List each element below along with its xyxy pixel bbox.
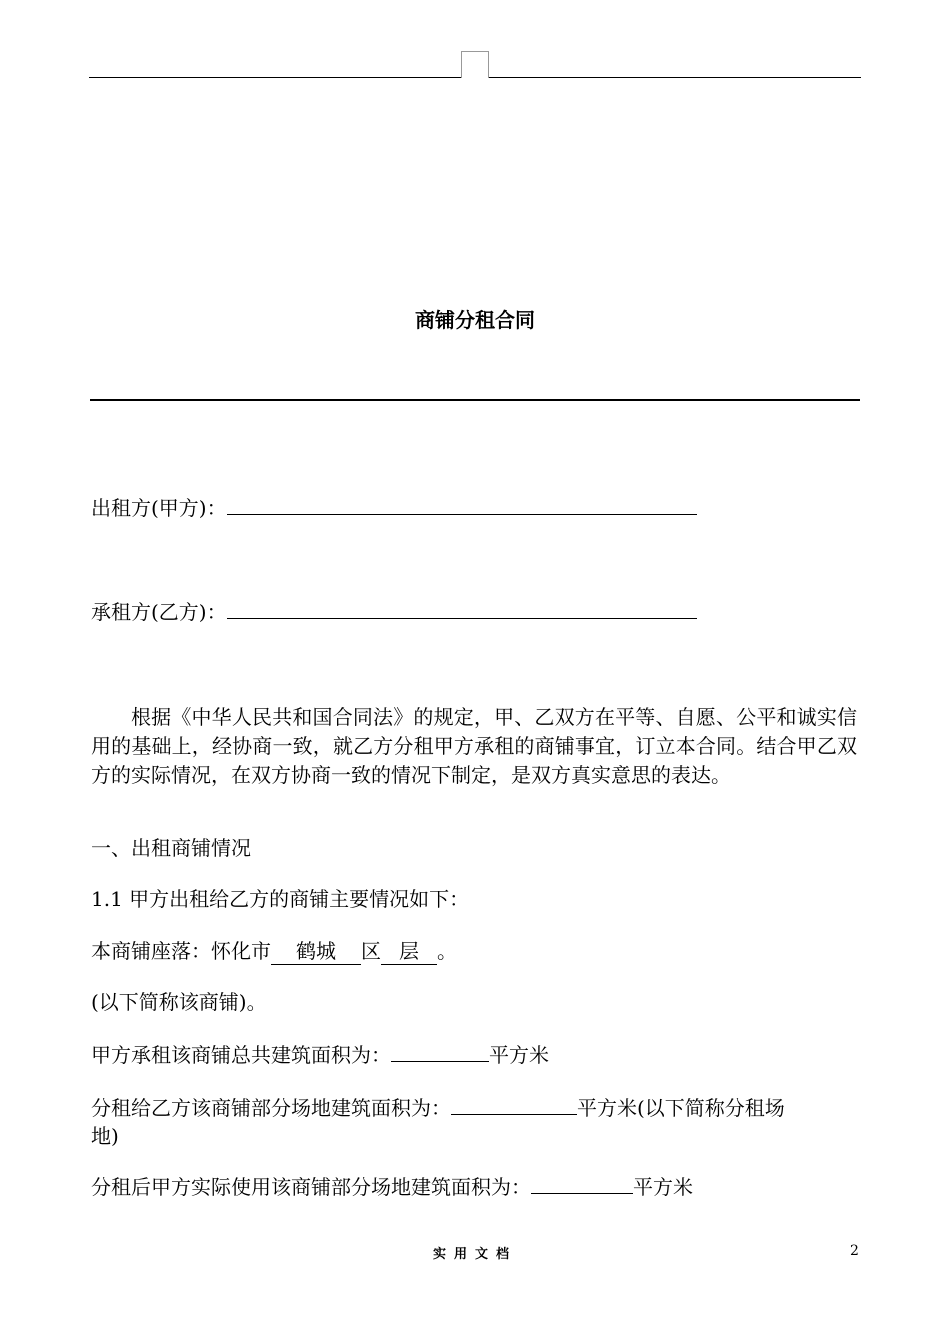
intro-paragraph: 根据《中华人民共和国合同法》的规定，甲、乙双方在平等、自愿、公平和诚实信用的基础上，经协商一致，就乙方分租甲方承租的商铺事宜，订立本合同。结合甲乙双方的实际情况，在双方协商一致的情况下制定，是双方真实意思的表达。 [91, 705, 857, 787]
lessor-label: 出租方(甲方)： [91, 496, 227, 520]
remaining-area-blank [531, 1173, 633, 1194]
lessee-blank [227, 598, 697, 619]
sublet-area-line [91, 1094, 785, 1121]
title-divider [90, 399, 860, 401]
total-area-prefix: 甲方承租该商铺总共建筑面积为： [91, 1043, 391, 1067]
sublet-area-wrap: 地) [91, 1124, 119, 1148]
document-title: 商铺分租合同 [415, 308, 535, 332]
total-area-line [91, 1041, 549, 1068]
lessee-label: 承租方(乙方)： [91, 600, 227, 624]
location-end: 。 [437, 939, 457, 963]
remaining-area-prefix: 分租后甲方实际使用该商铺部分场地建筑面积为： [91, 1175, 531, 1199]
total-area-unit: 平方米 [489, 1043, 549, 1067]
location-prefix: 本商铺座落：怀化市 [91, 939, 271, 963]
sublet-area-suffix: 平方米(以下简称分租场 [577, 1096, 785, 1120]
remaining-area-line [91, 1173, 693, 1200]
short-name-line: (以下简称该商铺)。 [91, 990, 267, 1014]
location-line [91, 938, 457, 965]
lessee-line [91, 598, 697, 625]
total-area-blank [391, 1041, 489, 1062]
footer-label: 实用文档 [432, 1247, 517, 1262]
page-number: 2 [850, 1243, 859, 1259]
location-floor-fill: 层 [381, 938, 437, 965]
sublet-area-blank [451, 1094, 577, 1115]
section1-heading: 一、出租商铺情况 [91, 836, 251, 860]
remaining-area-unit: 平方米 [633, 1175, 693, 1199]
header-tab [461, 51, 489, 78]
location-district-suffix: 区 [361, 939, 381, 963]
sublet-area-prefix: 分租给乙方该商铺部分场地建筑面积为： [91, 1096, 451, 1120]
clause-1-1: 1.1 甲方出租给乙方的商铺主要情况如下： [91, 887, 470, 911]
lessor-line [91, 494, 697, 521]
lessor-blank [227, 494, 697, 515]
location-district-fill: 鹤城 [271, 938, 361, 965]
